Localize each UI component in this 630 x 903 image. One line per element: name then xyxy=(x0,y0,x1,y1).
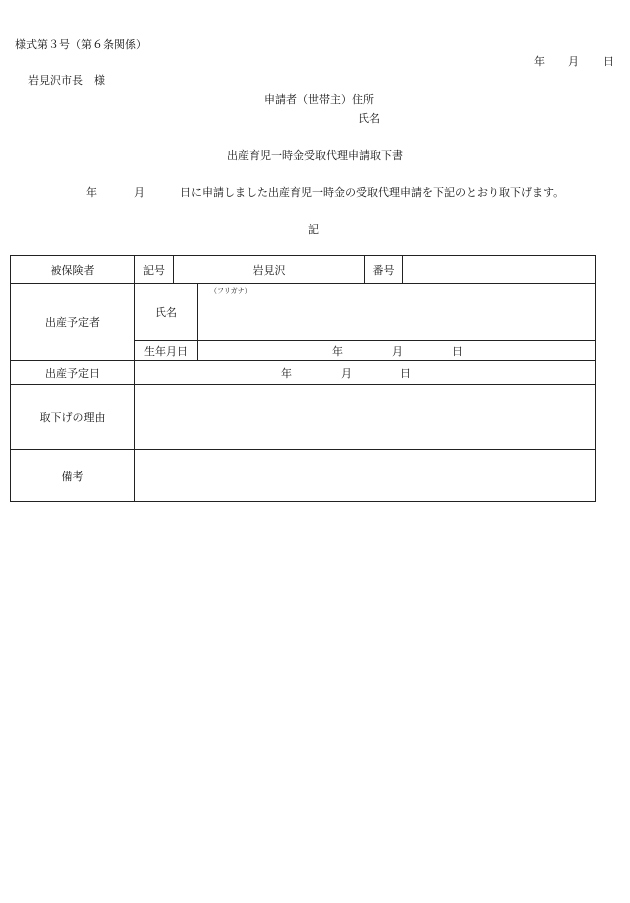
date-day-label: 日 xyxy=(603,55,614,68)
reason-label: 取下げの理由 xyxy=(11,385,135,450)
kigo-label: 記号 xyxy=(135,256,174,284)
birth-label: 生年月日 xyxy=(135,341,198,361)
due-label: 出産予定日 xyxy=(11,361,135,385)
applicant-address-label: 申請者（世帯主）住所 xyxy=(264,93,374,106)
bango-label: 番号 xyxy=(365,256,403,284)
bango-value[interactable] xyxy=(403,256,596,284)
due-month: 月 xyxy=(341,366,352,380)
applicant-name-label: 氏名 xyxy=(358,112,380,125)
expectant-label: 出産予定者 xyxy=(11,284,135,361)
date-year-label: 年 xyxy=(534,55,545,68)
reason-row xyxy=(11,385,596,450)
ki-label: 記 xyxy=(308,223,319,236)
reason-field[interactable] xyxy=(135,385,596,450)
birth-year: 年 xyxy=(332,344,343,358)
birth-date-field[interactable] xyxy=(198,341,596,361)
kigo-value[interactable]: 岩見沢 xyxy=(174,256,365,284)
birth-day: 日 xyxy=(452,344,463,358)
due-row xyxy=(11,361,596,385)
remarks-field[interactable] xyxy=(135,450,596,502)
statement-month: 月 xyxy=(134,186,145,199)
addressee: 岩見沢市長 様 xyxy=(28,74,105,87)
statement-text: 日に申請しました出産育児一時金の受取代理申請を下記のとおり取下げます。 xyxy=(180,186,565,199)
due-day: 日 xyxy=(400,366,411,380)
expectant-name-row xyxy=(11,284,596,341)
statement-year: 年 xyxy=(86,186,97,199)
remarks-row xyxy=(11,450,596,502)
due-year: 年 xyxy=(281,366,292,380)
page-title: 出産育児一時金受取代理申請取下書 xyxy=(227,149,403,162)
date-line xyxy=(530,53,620,67)
name-field[interactable] xyxy=(198,284,596,341)
date-month-label: 月 xyxy=(568,55,579,68)
insured-row xyxy=(11,256,596,284)
form-table xyxy=(10,255,596,502)
remarks-label: 備考 xyxy=(11,450,135,502)
furigana-label: （フリガナ） xyxy=(210,287,252,295)
form-id: 様式第３号（第６条関係） xyxy=(15,38,147,51)
due-date-field[interactable] xyxy=(135,361,596,385)
name-label: 氏名 xyxy=(135,284,198,341)
insured-label: 被保険者 xyxy=(11,256,135,284)
birth-month: 月 xyxy=(392,344,403,358)
